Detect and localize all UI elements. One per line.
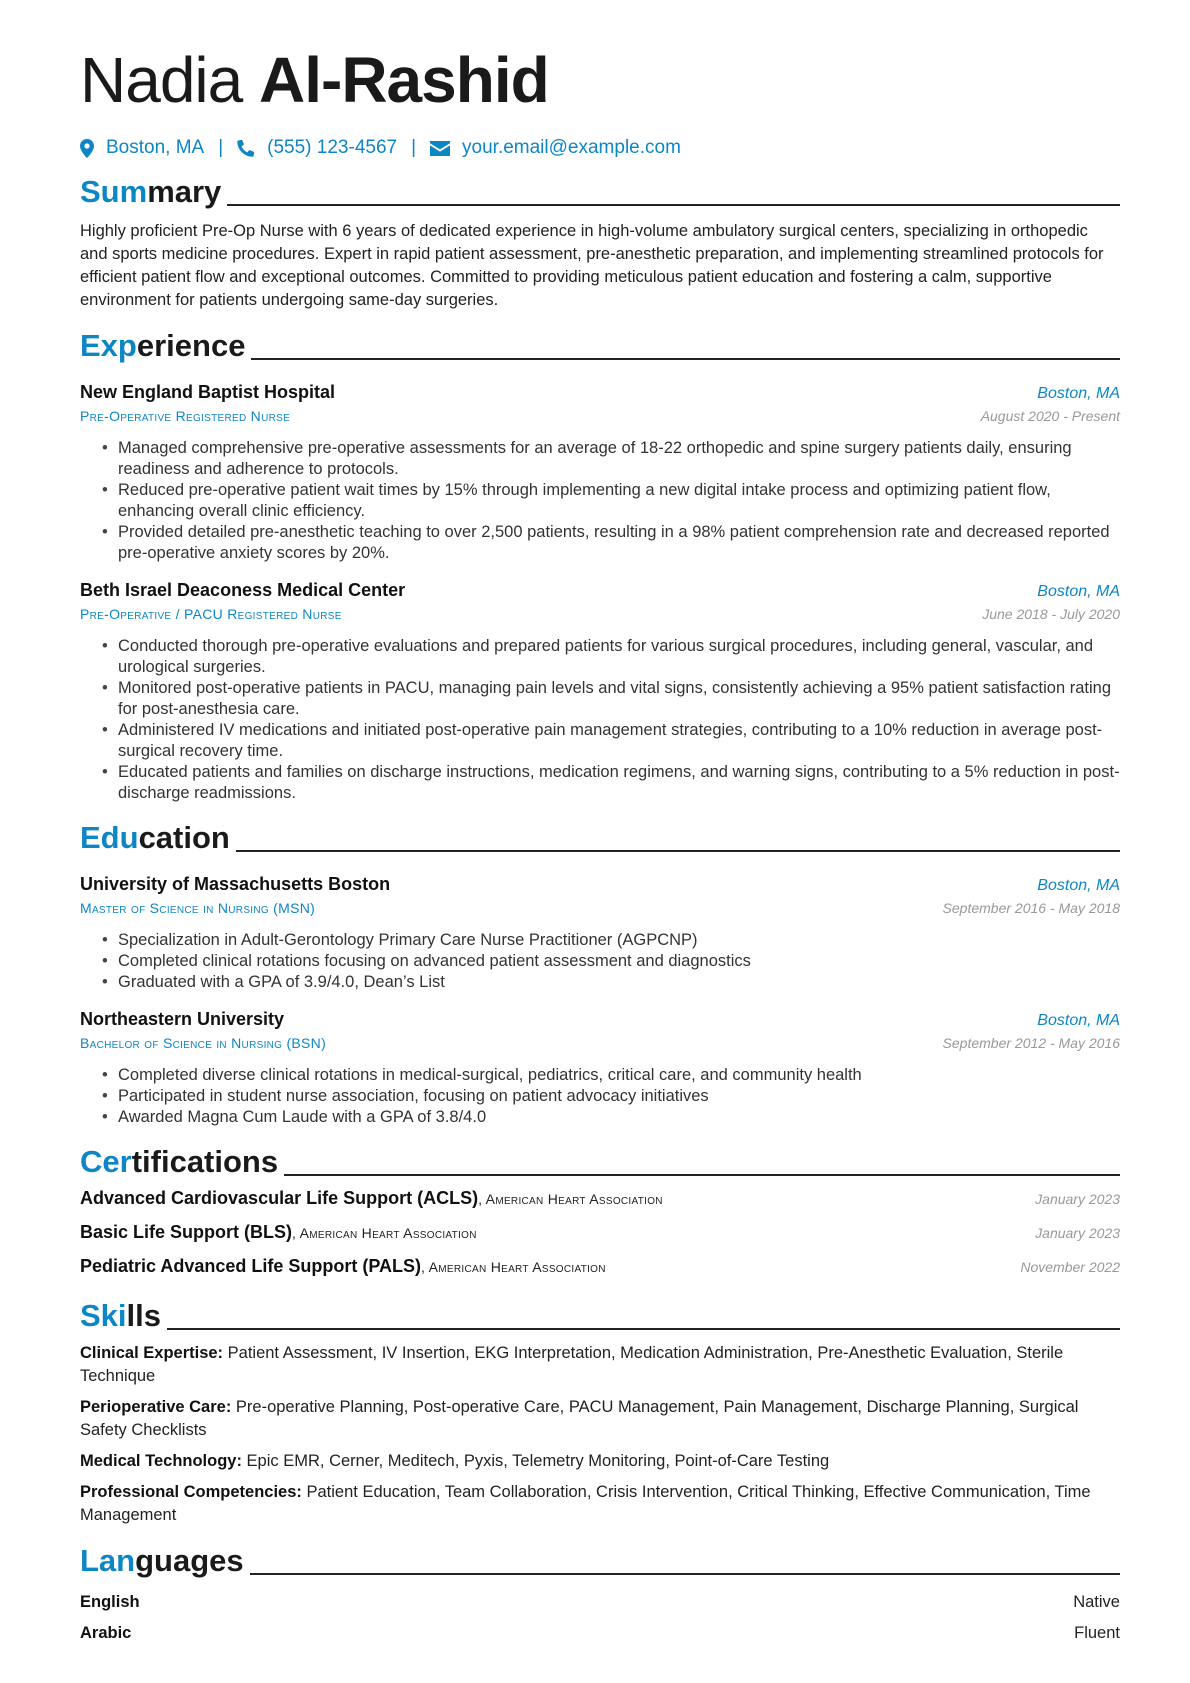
list-item: • Completed diverse clinical rotations in medical-surgical, pediatrics, critical care, and community health [102,1065,1120,1086]
school-name: University of Massachusetts Boston [80,874,391,894]
experience-entry [80,578,1120,804]
entry-location: Boston, MA [1037,1012,1120,1029]
certification-list [80,1188,1120,1290]
contact-separator: | [411,137,417,158]
section-rule [236,850,1120,852]
language-item [80,1622,1120,1645]
entry-dates: June 2018 - July 2020 [982,606,1120,622]
job-title: Pre-Operative Registered Nurse [80,408,291,424]
list-item: • Provided detailed pre-anesthetic teaching to over 2,500 patients, resulting in a 98% patient comprehension rate and decreased reported pre-operative anxiety scores by 20%. [102,522,1120,564]
section-rule [251,358,1120,360]
section-rule [284,1174,1120,1176]
certification-date: January 2023 [1035,1191,1120,1207]
skill-label: Professional Competencies: [80,1483,302,1501]
bullet-list [102,1065,1120,1128]
certification-name: Advanced Cardiovascular Life Support (ACLS) [80,1188,479,1208]
phone-text: (555) 123-4567 [267,137,398,158]
bullet-list [102,930,1120,993]
language-name: English [80,1593,140,1611]
employer-name: New England Baptist Hospital [80,382,336,402]
skill-group [80,1342,1120,1388]
language-item [80,1591,1120,1614]
certification-issuer: , American Heart Association [292,1225,477,1241]
section-title: Skills [80,1298,161,1333]
list-item: • Participated in student nurse association, focusing on patient advocacy initiatives [102,1086,1120,1107]
education-entry [80,872,1120,993]
list-item: • Awarded Magna Cum Laude with a GPA of 3.8/4.0 [102,1107,1120,1128]
bullet-list [102,636,1120,804]
certification-item [80,1188,1120,1222]
skill-label: Clinical Expertise: [80,1344,224,1362]
list-item: • Educated patients and families on discharge instructions, medication regimens, and warning signs, contributing to a 5% reduction in post-discharge readmissions. [102,762,1120,804]
contact-email[interactable] [430,137,681,159]
section-rule [167,1328,1120,1330]
list-item: • Graduated with a GPA of 3.9/4.0, Dean’s List [102,972,1120,993]
experience-entry [80,380,1120,564]
list-item: • Monitored post-operative patients in PACU, managing pain levels and vital signs, consistently achieving a 95% patient satisfaction rating for post-anesthesia care. [102,678,1120,720]
skill-group [80,1396,1120,1442]
languages-heading [80,1539,1120,1579]
entry-location: Boston, MA [1037,583,1120,600]
education-heading [80,816,1120,856]
skill-values: Patient Education, Team Collaboration, Crisis Intervention, Critical Thinking, Effective Communication, Time Management [80,1483,1091,1524]
language-level: Native [1073,1593,1120,1611]
skill-group [80,1481,1120,1527]
degree: Master of Science in Nursing (MSN) [80,900,316,916]
entry-dates: September 2012 - May 2016 [942,1035,1120,1051]
envelope-icon [430,141,450,156]
certification-date: November 2022 [1020,1259,1120,1275]
list-item: • Managed comprehensive pre-operative assessments for an average of 18-22 orthopedic and spine surgery patients daily, ensuring readiness and adherence to protocols. [102,438,1120,480]
contact-location [80,137,204,159]
certification-name: Pediatric Advanced Life Support (PALS) [80,1256,422,1276]
certification-issuer: , American Heart Association [421,1259,606,1275]
certifications-heading [80,1140,1120,1180]
certification-name: Basic Life Support (BLS) [80,1222,293,1242]
entry-location: Boston, MA [1037,877,1120,894]
section-title: Experience [80,328,246,363]
section-title: Summary [80,174,222,209]
section-rule [250,1573,1120,1575]
language-name: Arabic [80,1624,132,1642]
list-item: • Administered IV medications and initiated post-operative pain management strategies, contributing to a 10% reduction in average post-surgical recovery time. [102,720,1120,762]
skill-values: Epic EMR, Cerner, Meditech, Pyxis, Telemetry Monitoring, Point-of-Care Testing [241,1452,830,1470]
language-level: Fluent [1074,1624,1120,1642]
certification-date: January 2023 [1035,1225,1120,1241]
section-rule [227,204,1120,206]
bullet-list [102,438,1120,564]
contact-phone[interactable] [237,137,397,159]
skill-values: Patient Assessment, IV Insertion, EKG Interpretation, Medication Administration, Pre-Anesthetic Evaluation, Sterile Technique [80,1344,1064,1385]
candidate-name [80,40,1120,120]
contact-line [80,134,1120,162]
skill-values: Pre-operative Planning, Post-operative Care, PACU Management, Pain Management, Discharge Planning, Surgical Safety Checklists [80,1398,1079,1439]
map-pin-icon [80,139,94,158]
skill-label: Medical Technology: [80,1452,242,1470]
phone-icon [237,139,255,157]
degree: Bachelor of Science in Nursing (BSN) [80,1035,327,1051]
summary-text: Highly proficient Pre-Op Nurse with 6 years of dedicated experience in high-volume ambulatory surgical centers, specializing in orthopedic and sports medicine procedures. Expert in rapid patient assessment, pre-anesthetic preparation, and implementing streamlined protocols for efficient patient flow and exceptional outcomes. Committed to providing meticulous patient education and fostering a calm, supportive environment for patients undergoing same-day surgeries. [80,222,1104,309]
employer-name: Beth Israel Deaconess Medical Center [80,580,406,600]
contact-separator: | [218,137,224,158]
section-title: Languages [80,1543,244,1578]
location-text: Boston, MA [106,137,205,158]
skill-group [80,1450,1120,1473]
summary-heading [80,170,1120,210]
school-name: Northeastern University [80,1009,285,1029]
certification-item [80,1256,1120,1290]
list-item: • Reduced pre-operative patient wait times by 15% through implementing a new digital intake process and optimizing patient flow, enhancing overall clinic efficiency. [102,480,1120,522]
entry-location: Boston, MA [1037,385,1120,402]
skill-label: Perioperative Care: [80,1398,232,1416]
section-title: Certifications [80,1144,279,1179]
certification-item [80,1222,1120,1256]
job-title: Pre-Operative / PACU Registered Nurse [80,606,342,622]
list-item: • Completed clinical rotations focusing on advanced patient assessment and diagnostics [102,951,1120,972]
email-text: your.email@example.com [462,137,681,158]
section-title: Education [80,820,230,855]
certification-issuer: , American Heart Association [478,1191,663,1207]
first-name: Nadia [80,44,243,116]
experience-heading [80,324,1120,364]
skills-heading [80,1294,1120,1334]
list-item: • Conducted thorough pre-operative evaluations and prepared patients for various surgical procedures, including general, vascular, and urological surgeries. [102,636,1120,678]
entry-dates: September 2016 - May 2018 [942,900,1120,916]
education-entry [80,1007,1120,1128]
resume-page [80,0,1120,1645]
last-name: Al-Rashid [259,44,549,116]
list-item: • Specialization in Adult-Gerontology Primary Care Nurse Practitioner (AGPCNP) [102,930,1120,951]
entry-dates: August 2020 - Present [980,408,1120,424]
